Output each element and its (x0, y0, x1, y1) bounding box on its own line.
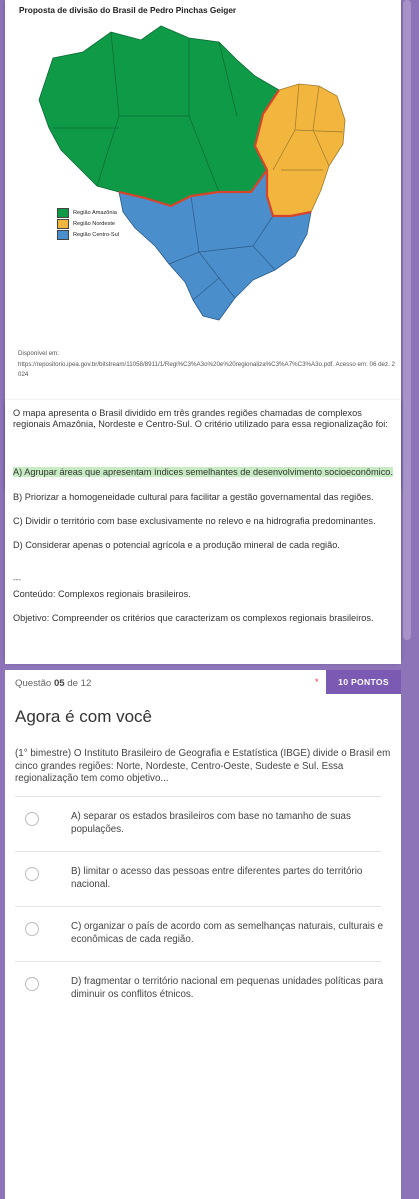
source-url: https://repositorio.ipea.gov.br/bitstream/11058/8911/1/Regi%C3%A3o%20e%20regionaliza%C3%A7%C3%A3o.pdf. Acesso em: 06 dez. 2024 (18, 360, 395, 378)
legend-item-amazonia (57, 207, 119, 218)
radio-button[interactable] (25, 922, 39, 936)
question-text: (1° bimestre) O Instituto Brasileiro de Geografia e Estatística (IBGE) divide o Brasil em cinco grandes regiões: Norte, Nordeste, Centro-Oeste, Sudeste e Sul. Essa regionalização tem como objetivo... (15, 748, 391, 785)
map-legend (57, 207, 119, 240)
question-prefix: Questão (15, 678, 52, 689)
required-mark: * (315, 677, 319, 687)
answer-option-d[interactable] (15, 961, 384, 1017)
legend-swatch (57, 230, 69, 240)
scrollbar[interactable] (403, 0, 411, 640)
radio-button[interactable] (25, 867, 39, 881)
radio-button[interactable] (25, 977, 39, 991)
answer-option-c[interactable] (15, 906, 384, 962)
source-citation (18, 349, 398, 381)
content-value: Complexos regionais brasileiros. (57, 589, 191, 599)
correct-answer-highlight: A) Agrupar áreas que apresentam índices semelhantes de desenvolvimento socioeconômico. (13, 467, 393, 477)
content-line (13, 589, 393, 600)
card-filler (5, 640, 401, 664)
current-question-panel (5, 670, 401, 1199)
legend-label: Região Nordeste (73, 220, 115, 227)
legend-label: Região Amazônia (73, 209, 117, 216)
previous-option-b: B) Priorizar a homogeneidade cultural para facilitar a gestão governamental das regiões. (13, 492, 374, 502)
option-text: A) separar os estados brasileiros com base no tamanho de suas populações. (71, 811, 351, 835)
previous-option-a (13, 467, 393, 478)
previous-question-text: O mapa apresenta o Brasil dividido em três grandes regiões chamadas de complexos regionais Amazônia, Nordeste e Centro-Sul. O critério utilizado para essa regionalização foi: (13, 408, 388, 430)
legend-swatch (57, 208, 69, 218)
points-badge: 10 PONTOS (326, 670, 401, 694)
map-title: Proposta de divisão do Brasil de Pedro Pinchas Geiger (19, 5, 237, 15)
option-text: D) fragmentar o território nacional em pequenas unidades políticas para diminuir os conflitos étnicos. (71, 976, 384, 1000)
previous-option-c: C) Dividir o território com base exclusivamente no relevo e na hidrografia predominantes. (13, 516, 376, 526)
objective-label: Objetivo: (13, 613, 50, 623)
question-total: de 12 (67, 678, 92, 689)
content-label: Conteúdo: (13, 589, 56, 599)
separator: --- (13, 575, 21, 584)
question-counter (15, 678, 91, 689)
objective-line (13, 613, 393, 624)
legend-item-centro-sul (57, 229, 119, 240)
legend-item-nordeste (57, 218, 119, 229)
source-label: Disponível em: (18, 350, 59, 357)
previous-option-d: D) Considerar apenas o potencial agrícola e a produção mineral de cada região. (13, 540, 340, 550)
answer-option-a[interactable] (15, 796, 381, 852)
answer-option-b[interactable] (15, 851, 381, 907)
radio-button[interactable] (25, 812, 39, 826)
legend-label: Região Centro-Sul (73, 231, 120, 238)
option-text: B) limitar o acesso das pessoas entre diferentes partes do território nacional. (71, 866, 363, 890)
question-number: 05 (53, 678, 65, 689)
objective-value: Compreender os critérios que caracterizam os complexos regionais brasileiros. (51, 613, 374, 623)
brazil-regions-map (23, 20, 363, 332)
question-title: Agora é com você (15, 707, 153, 726)
legend-swatch (57, 219, 69, 229)
option-text: C) organizar o país de acordo com as semelhanças naturais, culturais e econômicas de cada região. (71, 921, 384, 945)
